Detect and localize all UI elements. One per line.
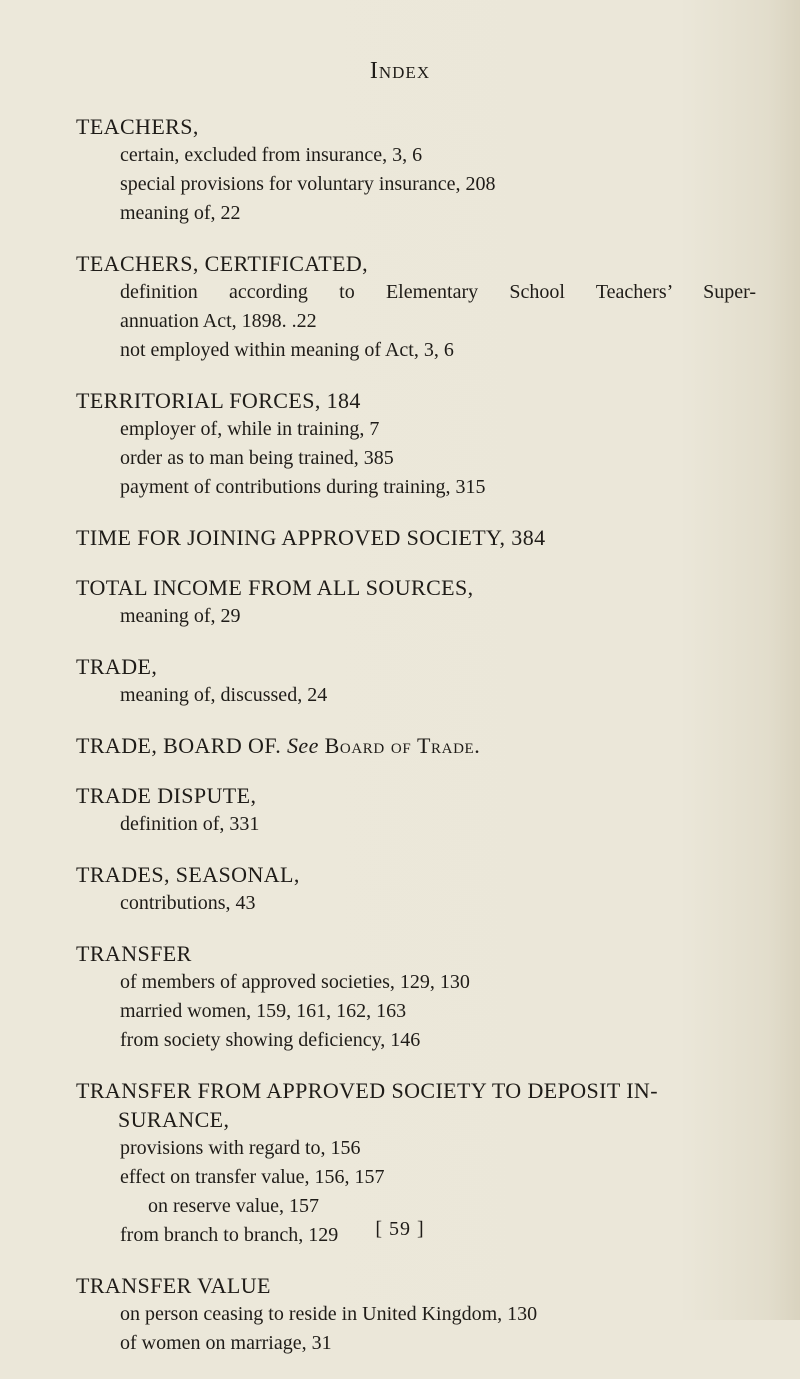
entry-heading: TOTAL INCOME FROM ALL SOURCES, <box>76 575 474 600</box>
index-entry-teachers <box>76 112 756 228</box>
entry-subheading: meaning of, discussed, 24 <box>120 684 328 706</box>
index-entry-trade <box>76 652 756 710</box>
entry-heading: TRANSFER VALUE <box>76 1273 271 1298</box>
index-entry-time-for-joining <box>76 523 756 552</box>
entry-heading-text: TRADE, BOARD OF. <box>76 733 282 758</box>
entry-heading <box>76 1076 756 1134</box>
entry-heading-continued: SURANCE, <box>118 1107 230 1132</box>
entry-subheading: definition of, 331 <box>120 813 260 835</box>
entry-subheading: effect on transfer value, 156, 157 <box>120 1166 385 1188</box>
see-word: See <box>287 733 319 758</box>
page-number: [ 59 ] <box>375 1218 425 1240</box>
entry-subheading: meaning of, 22 <box>120 202 241 224</box>
index-entry-trades-seasonal <box>76 860 756 918</box>
index-entry-territorial-forces <box>76 386 756 502</box>
index-entry-trade-dispute <box>76 781 756 839</box>
entry-subheading: not employed within meaning of Act, 3, 6 <box>120 339 454 361</box>
entry-subheading: order as to man being trained, 385 <box>120 447 394 469</box>
index-entries <box>76 112 756 1379</box>
entry-subheading: employer of, while in training, 7 <box>120 418 380 440</box>
entry-subheading-continued: annuation Act, 1898. .22 <box>120 310 317 332</box>
entry-subheading: married women, 159, 161, 162, 163 <box>120 1000 407 1022</box>
entry-heading-text: TRANSFER FROM APPROVED SOCIETY TO DEPOSIT IN- <box>76 1078 658 1103</box>
entry-subheading: of women on marriage, 31 <box>120 1332 332 1354</box>
entry-subheading: on person ceasing to reside in United Kingdom, 130 <box>120 1303 538 1325</box>
entry-subheading: from society showing deficiency, 146 <box>120 1029 421 1051</box>
entry-heading: TRANSFER <box>76 941 192 966</box>
entry-subheading: meaning of, 29 <box>120 605 241 627</box>
cross-reference-target: Board of Trade. <box>324 733 481 758</box>
entry-subheading: certain, excluded from insurance, 3, 6 <box>120 144 423 166</box>
entry-heading: TRADES, SEASONAL, <box>76 862 300 887</box>
entry-subheading: special provisions for voluntary insurance, 208 <box>120 173 496 195</box>
index-entry-transfer-value <box>76 1271 756 1358</box>
entry-subheading: of members of approved societies, 129, 130 <box>120 971 470 993</box>
entry-subheading: definition according to Elementary School Teachers’ Super- <box>120 281 756 303</box>
entry-heading: TRADE, <box>76 654 158 679</box>
index-entry-total-income <box>76 573 756 631</box>
entry-heading: TEACHERS, CERTIFICATED, <box>76 251 369 276</box>
entry-heading: TIME FOR JOINING APPROVED SOCIETY, 384 <box>76 525 546 550</box>
entry-subheading: payment of contributions during training, 315 <box>120 476 486 498</box>
entry-subheading: contributions, 43 <box>120 892 256 914</box>
entry-subheading: provisions with regard to, 156 <box>120 1137 361 1159</box>
index-entry-teachers-certificated <box>76 249 756 365</box>
entry-heading: TRADE DISPUTE, <box>76 783 257 808</box>
entry-heading: TEACHERS, <box>76 114 199 139</box>
entry-subheading-nested: on reserve value, 157 <box>148 1195 320 1217</box>
entry-subheading: from branch to branch, 129 <box>120 1224 339 1246</box>
index-entry-trade-board <box>76 731 756 760</box>
entry-heading: TERRITORIAL FORCES, 184 <box>76 388 361 413</box>
index-entry-transfer <box>76 939 756 1055</box>
running-head: Index <box>369 58 431 84</box>
entry-heading-with-cross-reference <box>76 731 756 760</box>
